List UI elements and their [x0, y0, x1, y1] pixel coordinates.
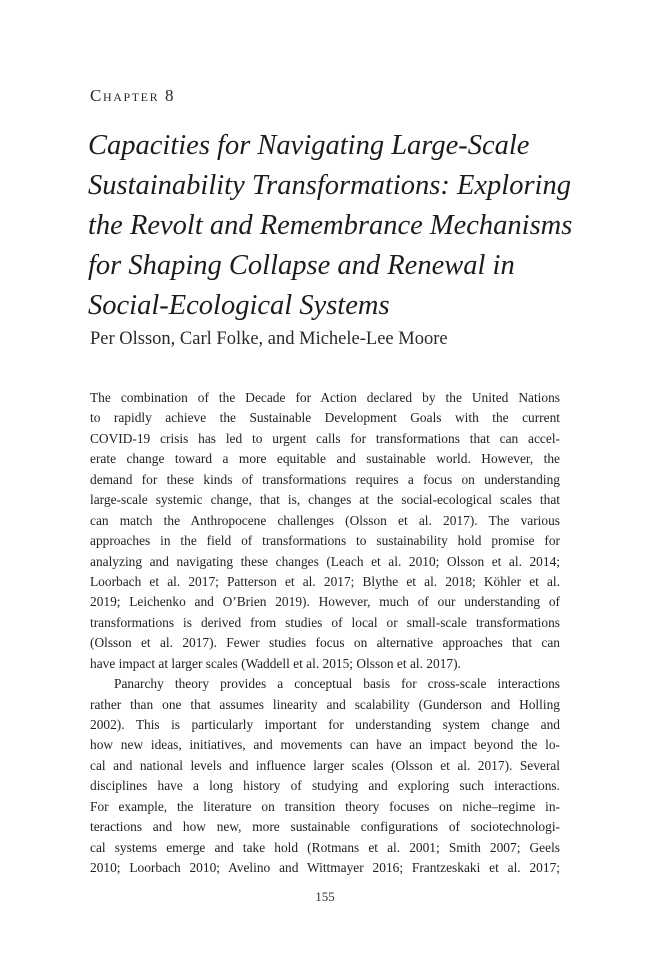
paragraph: [90, 388, 560, 674]
text-line: transformations is derived from studies of local or small-scale transformations: [90, 614, 560, 630]
body-text: [90, 388, 560, 879]
text-line: to rapidly achieve the Sustainable Development Goals with the current: [90, 410, 560, 426]
text-line: 2019; Leichenko and O’Brien 2019). However, much of our understanding of: [90, 594, 560, 610]
text-line: how new ideas, initiatives, and movements can have an impact beyond the lo-: [90, 737, 560, 753]
text-line: 2010; Loorbach 2010; Avelino and Wittmayer 2016; Frantzeskaki et al. 2017;: [90, 860, 560, 876]
text-line: have impact at larger scales (Waddell et al. 2015; Olsson et al. 2017).: [90, 655, 461, 671]
text-line: rather than one that assumes linearity and scalability (Gunderson and Holling: [90, 696, 560, 712]
text-line: 2002). This is particularly important for understanding system change and: [90, 717, 560, 732]
text-line: (Olsson et al. 2017). Fewer studies focus on alternative approaches that can: [90, 635, 560, 651]
chapter-title-line: Sustainability Transformations: Exploring: [88, 170, 571, 201]
chapter-title-line: for Shaping Collapse and Renewal in: [88, 250, 515, 281]
text-line: The combination of the Decade for Action declared by the United Nations: [90, 390, 560, 405]
chapter-label: Chapter 8: [90, 86, 176, 105]
text-line: COVID-19 crisis has led to urgent calls for transformations that can accel-: [90, 430, 560, 446]
text-line: approaches in the field of transformations to sustainability hold promise for: [90, 533, 560, 549]
chapter-title-line: Social-Ecological Systems: [88, 290, 390, 321]
text-line: For example, the literature on transition theory focuses on niche–regime in-: [90, 798, 560, 814]
text-line: disciplines have a long history of studying and exploring such interactions.: [90, 778, 560, 794]
paragraph: [90, 674, 560, 878]
chapter-title: [88, 126, 573, 326]
text-line: teractions and how new, more sustainable configurations of sociotechnologi-: [90, 819, 560, 835]
text-line: cal systems emerge and take hold (Rotmans et al. 2001; Smith 2007; Geels: [90, 839, 560, 855]
text-line: can match the Anthropocene challenges (Olsson et al. 2017). The various: [90, 512, 560, 528]
text-line: demand for these kinds of transformations requires a focus on understanding: [90, 471, 560, 487]
text-line: large-scale systemic change, that is, changes at the social-ecological scales that: [90, 492, 560, 508]
text-line: Loorbach et al. 2017; Patterson et al. 2017; Blythe et al. 2018; Köhler et al.: [90, 573, 560, 589]
text-line: erate change toward a more equitable and sustainable world. However, the: [90, 451, 560, 467]
chapter-title-line: the Revolt and Remembrance Mechanisms: [88, 210, 573, 241]
chapter-authors: Per Olsson, Carl Folke, and Michele-Lee Moore: [90, 329, 448, 349]
chapter-title-line: Capacities for Navigating Large-Scale: [88, 130, 530, 161]
text-line: analyzing and navigating these changes (Leach et al. 2010; Olsson et al. 2014;: [90, 553, 560, 569]
page-number: 155: [315, 889, 335, 904]
text-line: cal and national levels and influence larger scales (Olsson et al. 2017). Several: [90, 757, 560, 773]
text-line: Panarchy theory provides a conceptual basis for cross-scale interactions: [114, 676, 560, 692]
